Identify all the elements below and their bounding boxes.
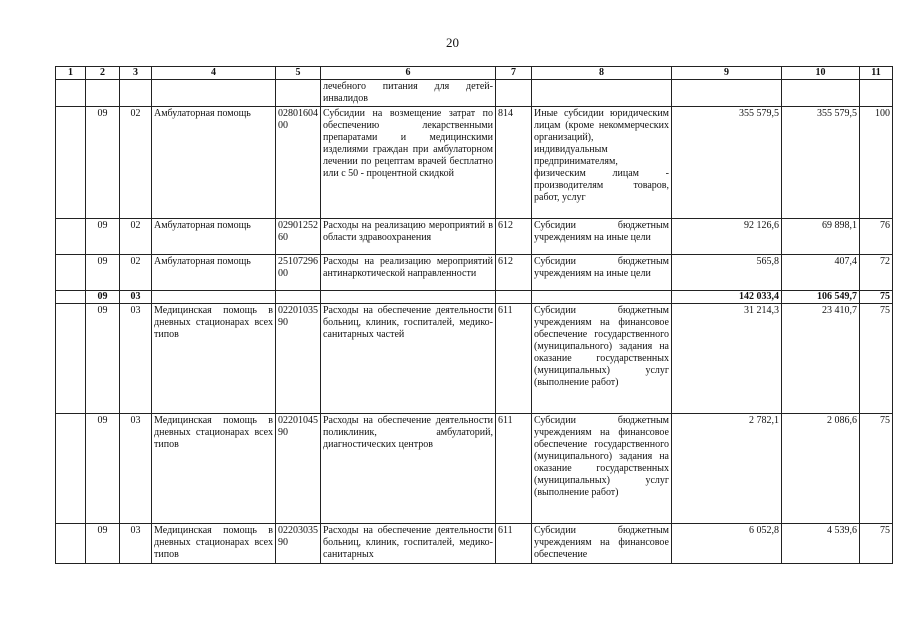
continuation-row <box>56 80 893 107</box>
subsection-code: 02 <box>120 255 152 291</box>
section-code: 09 <box>86 414 120 524</box>
subsection-code: 03 <box>120 414 152 524</box>
expense-type-code: 612 <box>496 255 532 291</box>
subsection-code: 03 <box>120 524 152 564</box>
subsection-name: Амбулаторная помощь <box>152 107 276 219</box>
execution-percent: 75 <box>860 524 893 564</box>
target-article-code: 2510729600 <box>276 255 321 291</box>
subsection-name: Амбулаторная помощь <box>152 255 276 291</box>
expense-type-name: Иные субсидии юридическим лицам (кроме некоммерческих организаций), индивидуальным предпринимателям, физическим лицам - производителям товаров, работ, услуг <box>532 107 672 219</box>
target-article-code: 0280160400 <box>276 107 321 219</box>
executed-amount: 69 898,1 <box>782 219 860 255</box>
col-header-6: 6 <box>321 67 496 80</box>
execution-percent: 75 <box>860 304 893 414</box>
subsection-name: Медицинская помощь в дневных стационарах всех типов <box>152 524 276 564</box>
table-row <box>56 219 893 255</box>
expense-type-code: 611 <box>496 524 532 564</box>
article-name: Расходы на обеспечение деятельности поликлиник, амбулаторий, диагностических центров <box>321 414 496 524</box>
execution-percent: 76 <box>860 219 893 255</box>
expense-type-code: 611 <box>496 304 532 414</box>
execution-percent: 72 <box>860 255 893 291</box>
col-header-8: 8 <box>532 67 672 80</box>
planned-amount: 6 052,8 <box>672 524 782 564</box>
target-article-code: 0290125260 <box>276 219 321 255</box>
execution-percent: 75 <box>860 414 893 524</box>
table-row <box>56 255 893 291</box>
planned-amount: 31 214,3 <box>672 304 782 414</box>
execution-percent: 100 <box>860 107 893 219</box>
subtotal-planned: 142 033,4 <box>672 291 782 304</box>
subsection-code: 03 <box>120 291 152 304</box>
article-name: Расходы на обеспечение деятельности больниц, клиник, госпиталей, медико-санитарных <box>321 524 496 564</box>
expense-type-name: Субсидии бюджетным учреждениям на иные цели <box>532 255 672 291</box>
expense-type-code: 814 <box>496 107 532 219</box>
planned-amount: 2 782,1 <box>672 414 782 524</box>
section-code: 09 <box>86 219 120 255</box>
section-code: 09 <box>86 304 120 414</box>
col-header-1: 1 <box>56 67 86 80</box>
executed-amount: 355 579,5 <box>782 107 860 219</box>
col-header-9: 9 <box>672 67 782 80</box>
table-row <box>56 107 893 219</box>
article-name: Расходы на реализацию мероприятий в области здравоохранения <box>321 219 496 255</box>
table-row <box>56 304 893 414</box>
article-name: Расходы на реализацию мероприятий антинаркотической направленности <box>321 255 496 291</box>
col-header-7: 7 <box>496 67 532 80</box>
target-article-code: 0220303590 <box>276 524 321 564</box>
table-row <box>56 524 893 564</box>
planned-amount: 565,8 <box>672 255 782 291</box>
col-header-5: 5 <box>276 67 321 80</box>
expense-type-name: Субсидии бюджетным учреждениям на иные цели <box>532 219 672 255</box>
target-article-code: 0220104590 <box>276 414 321 524</box>
section-code: 09 <box>86 255 120 291</box>
section-code: 09 <box>86 107 120 219</box>
subsection-name: Амбулаторная помощь <box>152 219 276 255</box>
col-header-11: 11 <box>860 67 893 80</box>
col-header-4: 4 <box>152 67 276 80</box>
executed-amount: 4 539,6 <box>782 524 860 564</box>
page-number: 20 <box>446 35 459 50</box>
budget-table <box>55 66 893 564</box>
col-header-10: 10 <box>782 67 860 80</box>
target-article-code: 0220103590 <box>276 304 321 414</box>
planned-amount: 92 126,6 <box>672 219 782 255</box>
executed-amount: 2 086,6 <box>782 414 860 524</box>
subsection-code: 02 <box>120 107 152 219</box>
executed-amount: 23 410,7 <box>782 304 860 414</box>
expense-type-name: Субсидии бюджетным учреждениям на финансовое обеспечение <box>532 524 672 564</box>
article-name: Субсидии на возмещение затрат по обеспечению лекарственными препаратами и медицинскими изделиями граждан при амбулаторном лечении по рецептам врачей бесплатно или с 50 - процентной скидкой <box>321 107 496 219</box>
subsection-name: Медицинская помощь в дневных стационарах всех типов <box>152 414 276 524</box>
subsection-code: 02 <box>120 219 152 255</box>
subsection-code: 03 <box>120 304 152 414</box>
col-header-2: 2 <box>86 67 120 80</box>
expense-type-code: 612 <box>496 219 532 255</box>
subsection-name: Медицинская помощь в дневных стационарах всех типов <box>152 304 276 414</box>
subtotal-percent: 75 <box>860 291 893 304</box>
table-row <box>56 414 893 524</box>
planned-amount: 355 579,5 <box>672 107 782 219</box>
subtotal-executed: 106 549,7 <box>782 291 860 304</box>
col-header-3: 3 <box>120 67 152 80</box>
executed-amount: 407,4 <box>782 255 860 291</box>
article-name: Расходы на обеспечение деятельности больниц, клиник, госпиталей, медико-санитарных частей <box>321 304 496 414</box>
subtotal-row <box>56 291 893 304</box>
expense-type-name: Субсидии бюджетным учреждениям на финансовое обеспечение государственного (муниципального) задания на оказание государственных (муниципальных) услуг (выполнение работ) <box>532 304 672 414</box>
expense-type-code: 611 <box>496 414 532 524</box>
header-row <box>56 67 893 80</box>
section-code: 09 <box>86 291 120 304</box>
section-code: 09 <box>86 524 120 564</box>
expense-type-name: Субсидии бюджетным учреждениям на финансовое обеспечение государственного (муниципального) задания на оказание государственных (муниципальных) услуг (выполнение работ) <box>532 414 672 524</box>
continuation-text: лечебного питания для детей-инвалидов <box>321 80 496 107</box>
